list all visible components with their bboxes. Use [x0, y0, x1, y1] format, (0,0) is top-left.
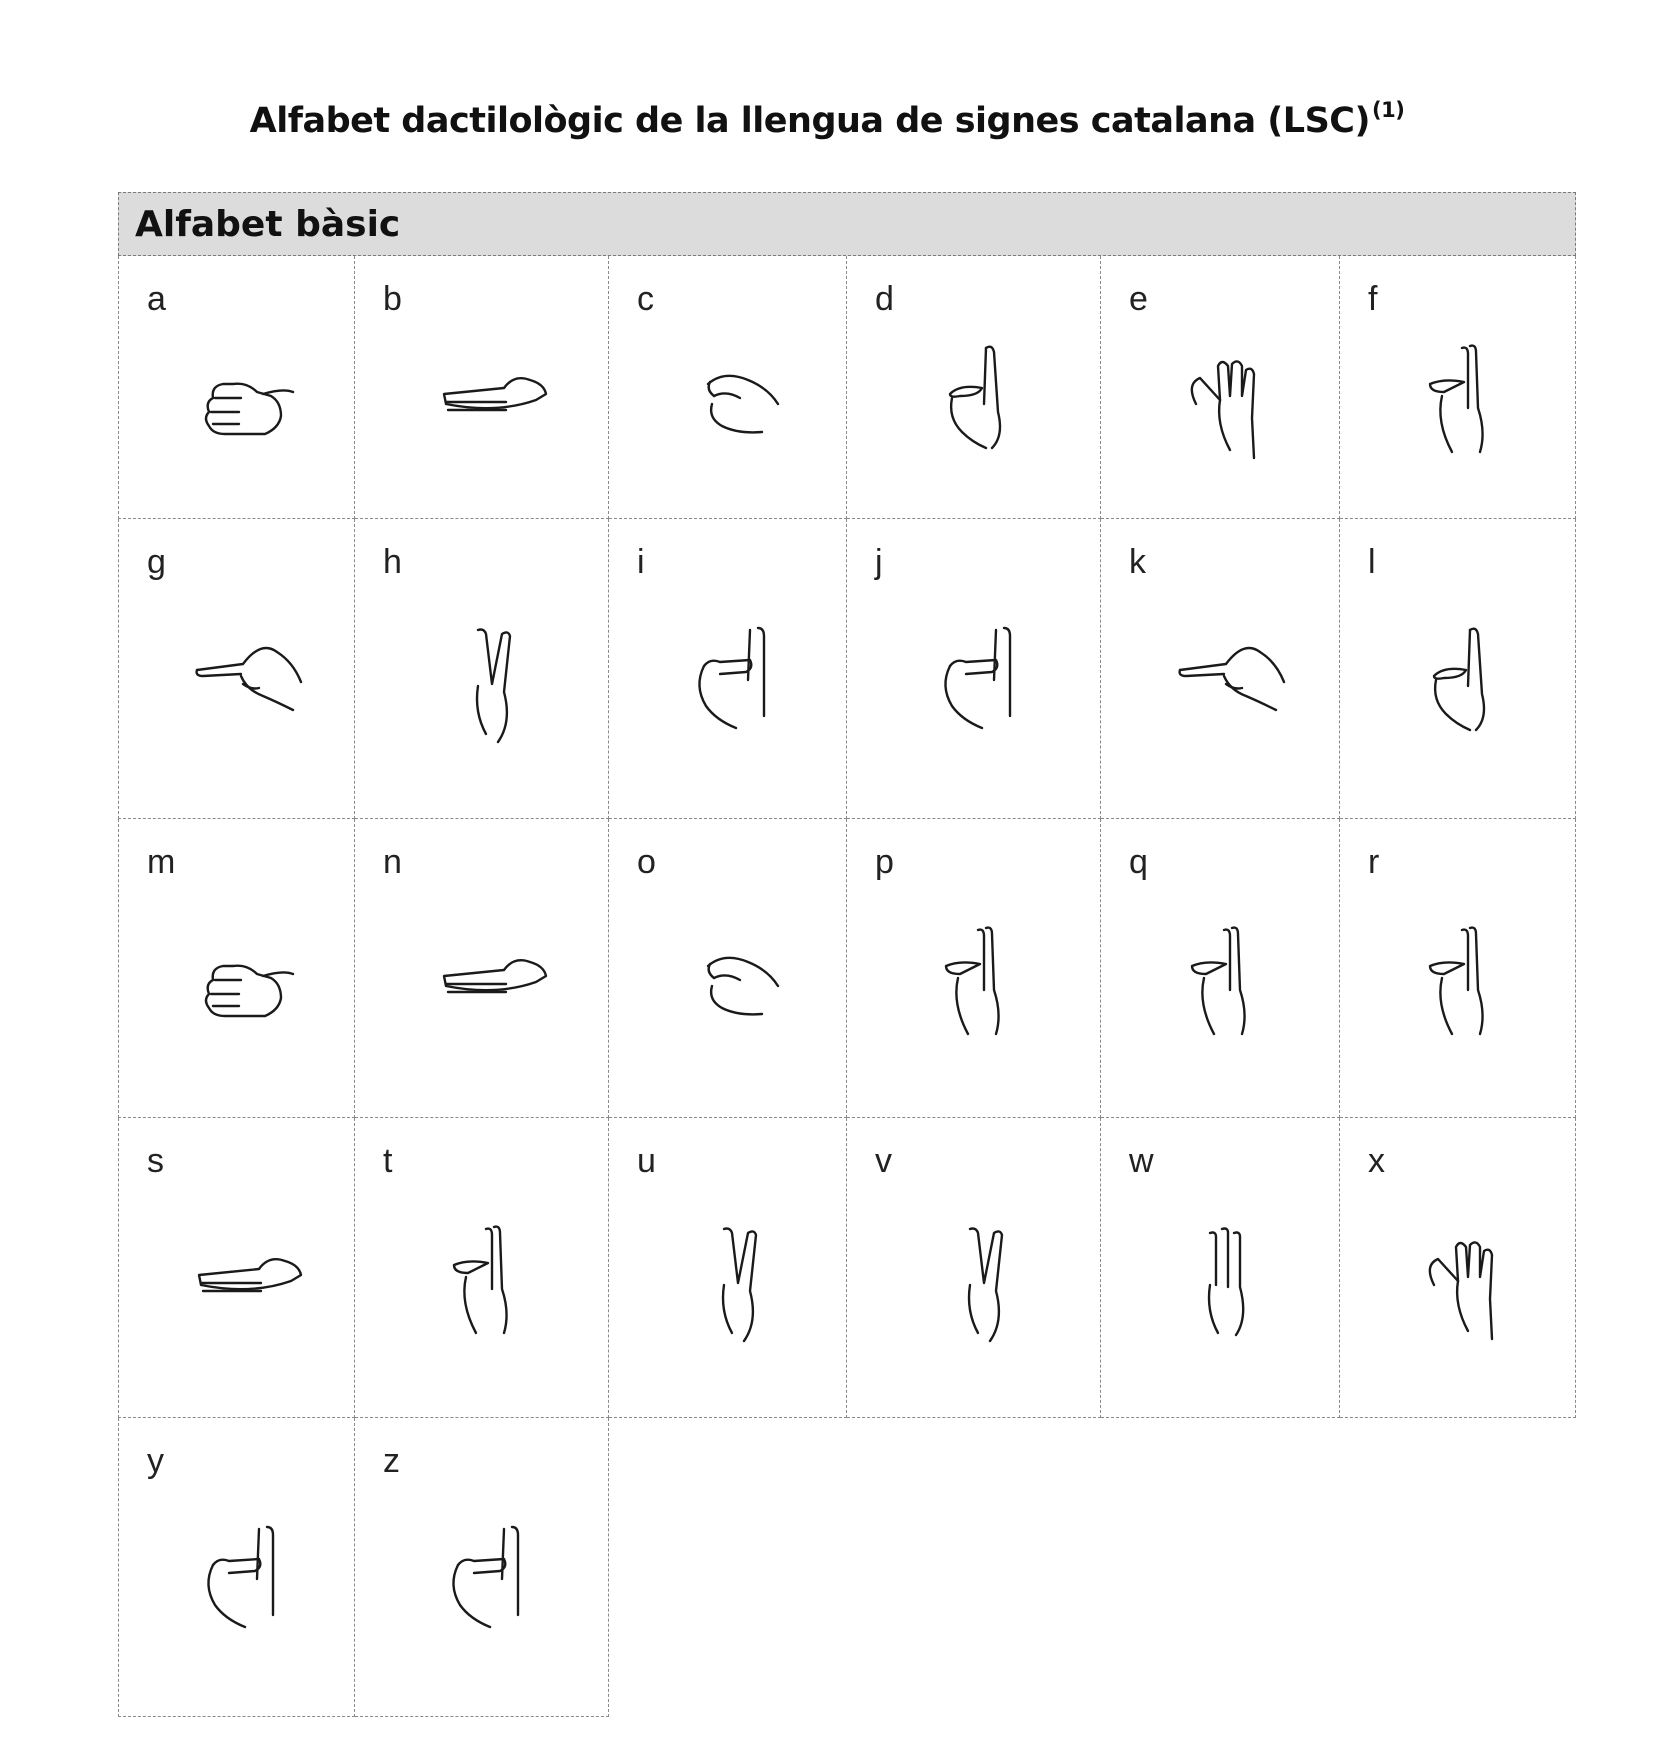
hand-sign-c-icon — [684, 344, 794, 464]
letter-label: k — [1129, 543, 1146, 581]
letter-label: q — [1129, 843, 1148, 881]
letter-cell-d — [847, 256, 1101, 519]
footnote-reference: (1) — [1372, 98, 1405, 122]
hand-sign-q-icon — [1176, 926, 1286, 1046]
letter-cell-n — [355, 819, 609, 1118]
hand-sign-s-icon — [193, 1225, 303, 1345]
alphabet-table — [118, 192, 1576, 1717]
letter-cell-c — [609, 256, 847, 519]
letter-cell-q — [1101, 819, 1340, 1118]
hand-sign-g-icon — [193, 626, 303, 746]
hand-sign-r-icon — [1414, 926, 1524, 1046]
letter-label: b — [383, 280, 402, 318]
letter-cell-y — [118, 1418, 355, 1717]
letter-label: g — [147, 543, 166, 581]
letter-cell-x — [1340, 1118, 1576, 1418]
hand-sign-x-icon — [1414, 1225, 1524, 1345]
hand-sign-i-icon — [684, 626, 794, 746]
page-title — [0, 98, 1654, 141]
letter-cell-l — [1340, 519, 1576, 819]
letter-cell-r — [1340, 819, 1576, 1118]
letter-cell-s — [118, 1118, 355, 1418]
letter-cell-t — [355, 1118, 609, 1418]
hand-sign-d-icon — [930, 344, 1040, 464]
letter-label: j — [875, 543, 883, 581]
letter-cell-v — [847, 1118, 1101, 1418]
letter-label: m — [147, 843, 176, 881]
letter-cell-i — [609, 519, 847, 819]
hand-sign-w-icon — [1176, 1225, 1286, 1345]
letter-label: o — [637, 843, 656, 881]
letter-label: y — [147, 1442, 164, 1480]
hand-sign-e-icon — [1176, 344, 1286, 464]
letter-label: f — [1368, 280, 1378, 318]
hand-sign-j-icon — [930, 626, 1040, 746]
letter-cell-b — [355, 256, 609, 519]
hand-sign-l-icon — [1414, 626, 1524, 746]
hand-sign-n-icon — [438, 926, 548, 1046]
letter-label: p — [875, 843, 894, 881]
hand-sign-v-icon — [930, 1225, 1040, 1345]
section-header: Alfabet bàsic — [118, 192, 1576, 256]
letter-label: u — [637, 1142, 656, 1180]
letter-label: z — [383, 1442, 400, 1480]
hand-sign-y-icon — [193, 1525, 303, 1645]
letter-cell-m — [118, 819, 355, 1118]
hand-sign-h-icon — [438, 626, 548, 746]
letter-cell-a — [118, 256, 355, 519]
letter-label: s — [147, 1142, 164, 1180]
letter-label: t — [383, 1142, 393, 1180]
letter-cell-e — [1101, 256, 1340, 519]
hand-sign-o-icon — [684, 926, 794, 1046]
letter-cell-k — [1101, 519, 1340, 819]
letter-cell-z — [355, 1418, 609, 1717]
letter-cell-p — [847, 819, 1101, 1118]
page-title-text: Alfabet dactilològic de la llengua de signes catalana (LSC) — [249, 101, 1370, 141]
hand-sign-z-icon — [438, 1525, 548, 1645]
letter-cell-o — [609, 819, 847, 1118]
hand-sign-u-icon — [684, 1225, 794, 1345]
letter-label: n — [383, 843, 402, 881]
letter-label: l — [1368, 543, 1376, 581]
letter-label: w — [1129, 1142, 1154, 1180]
hand-sign-f-icon — [1414, 344, 1524, 464]
letter-label: h — [383, 543, 402, 581]
letter-cell-f — [1340, 256, 1576, 519]
hand-sign-k-icon — [1176, 626, 1286, 746]
letter-label: i — [637, 543, 645, 581]
letter-cell-g — [118, 519, 355, 819]
letter-cell-h — [355, 519, 609, 819]
letter-label: c — [637, 280, 654, 318]
letter-cell-u — [609, 1118, 847, 1418]
letter-label: x — [1368, 1142, 1385, 1180]
letter-label: a — [147, 280, 166, 318]
letter-label: e — [1129, 280, 1148, 318]
letter-label: d — [875, 280, 894, 318]
hand-sign-b-icon — [438, 344, 548, 464]
hand-sign-t-icon — [438, 1225, 548, 1345]
letter-cell-w — [1101, 1118, 1340, 1418]
letter-label: r — [1368, 843, 1380, 881]
hand-sign-m-icon — [193, 926, 303, 1046]
hand-sign-a-icon — [193, 344, 303, 464]
hand-sign-p-icon — [930, 926, 1040, 1046]
letter-label: v — [875, 1142, 892, 1180]
letter-cell-j — [847, 519, 1101, 819]
